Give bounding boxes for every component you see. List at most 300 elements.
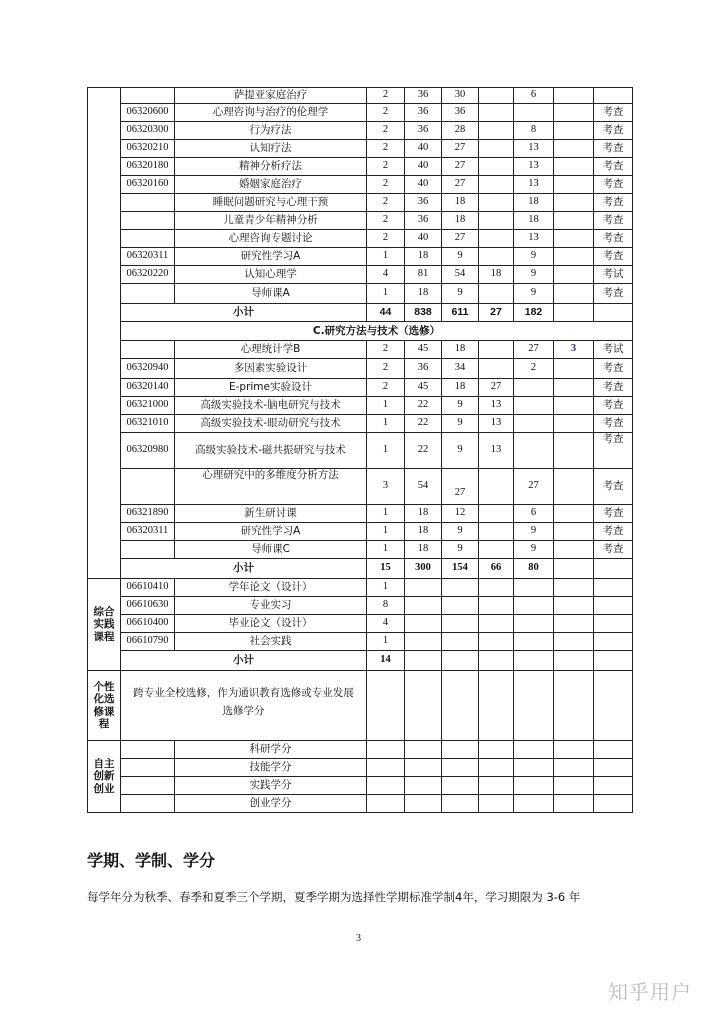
course-code [121,194,175,212]
course-assessment: 考查 [594,158,633,176]
course-hours: 36 [405,359,442,379]
course-lab [479,523,514,541]
subtotal-row [88,651,633,671]
course-practice [514,379,554,397]
empty-cell [594,579,633,597]
table-row [88,212,633,230]
course-name: 睡眠问题研究与心理干预 [175,194,367,212]
innovation-category: 自主创新创业 [88,741,121,813]
subtotal-hours: 300 [405,559,442,579]
course-code [121,230,175,248]
table-row [88,505,633,523]
subtotal-row [88,304,633,322]
course-practice: 9 [514,541,554,559]
course-code: 06320220 [121,266,175,284]
empty-cell [514,777,554,795]
course-name: 研究性学习A [175,523,367,541]
table-row [88,579,633,597]
course-lecture: 9 [442,397,479,415]
course-credit: 1 [367,433,405,469]
course-assessment: 考查 [594,469,633,505]
course-hours: 36 [405,104,442,122]
empty-cell [405,795,442,813]
course-assessment: 考查 [594,284,633,304]
course-assessment: 考查 [594,359,633,379]
empty-cell [514,671,554,741]
credit-type-name: 实践学分 [175,777,367,795]
course-credit: 4 [367,266,405,284]
empty-cell [367,795,405,813]
empty-cell [594,597,633,615]
course-code: 06320180 [121,158,175,176]
empty-cell [479,777,514,795]
course-code: 06320600 [121,104,175,122]
course-hours: 54 [405,469,442,505]
elective-category: 个性化选修课程 [88,671,121,741]
course-lecture: 9 [442,284,479,304]
empty-cell [405,777,442,795]
empty-cell [121,795,175,813]
course-code: 06610630 [121,597,175,615]
course-code [121,284,175,304]
subtotal-row [88,559,633,579]
course-code: 06610400 [121,615,175,633]
course-extra [554,176,594,194]
table-row [88,759,633,777]
course-practice: 27 [514,341,554,359]
empty-cell [479,633,514,651]
empty-cell [121,741,175,759]
empty-cell [554,651,594,671]
course-extra [554,469,594,505]
table-row [88,523,633,541]
course-lecture: 12 [442,505,479,523]
empty-cell [554,671,594,741]
empty-cell [405,579,442,597]
empty-cell [442,759,479,777]
empty-cell [479,741,514,759]
empty-cell [405,741,442,759]
empty-cell [405,651,442,671]
course-practice: 6 [514,505,554,523]
elective-description: 跨专业全校选修，作为通识教育选修或专业发展选修学分 [121,671,367,741]
course-practice: 8 [514,122,554,140]
course-lecture: 54 [442,266,479,284]
empty-cell [514,633,554,651]
credit-type-name: 技能学分 [175,759,367,777]
course-name: 毕业论文（设计） [175,615,367,633]
section-title: 学期、学制、学分 [87,851,216,870]
practice-category: 综合实践课程 [88,579,121,671]
credit-type-name: 科研学分 [175,741,367,759]
empty-cell [594,304,633,322]
course-lab [479,104,514,122]
course-code: 06320160 [121,176,175,194]
course-lecture: 36 [442,104,479,122]
course-lecture: 9 [442,415,479,433]
course-extra [554,379,594,397]
course-code [121,88,175,104]
course-credit: 1 [367,397,405,415]
empty-cell [442,795,479,813]
course-extra [554,140,594,158]
course-practice: 13 [514,140,554,158]
empty-cell [554,741,594,759]
course-credit: 2 [367,212,405,230]
section-paragraph: 每学年分为秋季、春季和夏季三个学期，夏季学期为选择性学期标准学制4年，学习期限为 3-6 年 [87,890,581,904]
course-extra [554,266,594,284]
course-lecture: 28 [442,122,479,140]
table-row [88,284,633,304]
empty-cell [554,759,594,777]
course-assessment: 考试 [594,341,633,359]
empty-cell [594,741,633,759]
course-assessment: 考查 [594,194,633,212]
course-lab: 18 [479,266,514,284]
course-assessment: 考查 [594,212,633,230]
course-code: 06610410 [121,579,175,597]
course-extra [554,284,594,304]
subtotal-hours: 838 [405,304,442,322]
empty-cell [554,579,594,597]
empty-cell [442,777,479,795]
empty-cell [479,671,514,741]
course-lecture: 18 [442,379,479,397]
course-lab [479,212,514,230]
table-row [88,122,633,140]
table-row [88,615,633,633]
empty-cell [554,633,594,651]
empty-cell [479,795,514,813]
course-hours: 81 [405,266,442,284]
course-name: 社会实践 [175,633,367,651]
course-extra [554,88,594,104]
empty-cell [367,759,405,777]
empty-cell [514,579,554,597]
course-extra: 3 [554,341,594,359]
course-assessment: 考查 [594,505,633,523]
course-lab: 13 [479,397,514,415]
empty-cell [594,671,633,741]
course-practice: 27 [514,469,554,505]
empty-cell [514,759,554,777]
course-practice: 18 [514,212,554,230]
course-extra [554,248,594,266]
course-lecture: 9 [442,523,479,541]
course-name: 高级实验技术-眼动研究与技术 [175,415,367,433]
course-name: 新生研讨课 [175,505,367,523]
empty-cell [367,671,405,741]
course-code: 06321010 [121,415,175,433]
course-extra [554,505,594,523]
table-row [88,795,633,813]
course-lab: 13 [479,433,514,469]
curriculum-table [87,87,633,813]
course-code: 06321890 [121,505,175,523]
course-code: 06610790 [121,633,175,651]
course-extra [554,415,594,433]
empty-cell [479,597,514,615]
table-row [88,469,633,505]
table-row [88,777,633,795]
subtotal-credit: 14 [367,651,405,671]
course-hours: 18 [405,523,442,541]
course-hours: 22 [405,433,442,469]
table-row [88,359,633,379]
course-name: 导师课C [175,541,367,559]
table-row [88,158,633,176]
course-code [121,212,175,230]
course-practice: 13 [514,230,554,248]
course-hours: 22 [405,415,442,433]
course-lab [479,505,514,523]
course-lecture: 27 [442,469,479,505]
empty-cell [594,777,633,795]
subtotal-label: 小计 [121,651,367,671]
table-row [88,415,633,433]
course-code [121,541,175,559]
course-credit: 8 [367,597,405,615]
subtotal-label: 小计 [121,559,367,579]
subtotal-lab: 27 [479,304,514,322]
course-credit: 1 [367,248,405,266]
empty-cell [514,741,554,759]
course-code: 06320311 [121,248,175,266]
course-lab [479,176,514,194]
course-practice: 9 [514,266,554,284]
subtotal-lecture: 611 [442,304,479,322]
empty-cell [479,759,514,777]
course-credit: 1 [367,523,405,541]
empty-cell [367,741,405,759]
empty-cell [514,597,554,615]
table-row [88,433,633,469]
subtotal-practice: 182 [514,304,554,322]
empty-cell [442,597,479,615]
watermark: 知乎用户 [608,980,692,1004]
subtotal-lab: 66 [479,559,514,579]
course-lab [479,122,514,140]
empty-cell [442,651,479,671]
course-lecture: 9 [442,541,479,559]
course-practice: 6 [514,88,554,104]
course-lecture: 18 [442,341,479,359]
table-row [88,176,633,194]
course-extra [554,122,594,140]
course-assessment [594,88,633,104]
course-assessment: 考查 [594,541,633,559]
course-assessment: 考查 [594,122,633,140]
empty-cell [442,579,479,597]
table-row [88,633,633,651]
table-row [88,230,633,248]
empty-cell [479,579,514,597]
subtotal-lecture: 154 [442,559,479,579]
elective-row [88,671,633,741]
course-assessment: 考查 [594,140,633,158]
course-practice [514,415,554,433]
course-hours: 40 [405,140,442,158]
course-hours: 36 [405,88,442,104]
course-practice: 9 [514,248,554,266]
course-lab [479,194,514,212]
course-name: 行为疗法 [175,122,367,140]
course-credit: 2 [367,122,405,140]
course-practice: 9 [514,523,554,541]
subtotal-label: 小计 [121,304,367,322]
course-name: 心理统计学B [175,341,367,359]
course-extra [554,158,594,176]
course-credit: 2 [367,140,405,158]
course-hours: 36 [405,194,442,212]
page-number: 3 [356,933,361,944]
empty-cell [514,615,554,633]
course-credit: 2 [367,194,405,212]
course-lab [479,158,514,176]
course-extra [554,397,594,415]
course-credit: 1 [367,541,405,559]
course-practice: 2 [514,359,554,379]
course-practice: 18 [514,194,554,212]
table-row [88,140,633,158]
course-credit: 2 [367,88,405,104]
course-extra [554,523,594,541]
section-c-title: C.研究方法与技术（选修） [121,322,633,341]
empty-cell [554,559,594,579]
course-hours: 18 [405,248,442,266]
course-credit: 2 [367,341,405,359]
table-row [88,379,633,397]
empty-cell [442,741,479,759]
course-credit: 2 [367,379,405,397]
course-lab [479,341,514,359]
course-assessment: 考查 [594,433,633,469]
table-row [88,88,633,104]
course-assessment: 考查 [594,523,633,541]
subtotal-credit: 44 [367,304,405,322]
course-assessment: 考查 [594,248,633,266]
table-row [88,104,633,122]
course-credit: 2 [367,104,405,122]
course-extra [554,359,594,379]
course-name: 认知疗法 [175,140,367,158]
course-credit: 2 [367,176,405,194]
table-row [88,597,633,615]
course-code: 06320300 [121,122,175,140]
course-lecture: 18 [442,194,479,212]
course-lecture: 34 [442,359,479,379]
empty-cell [121,777,175,795]
course-name: 研究性学习A [175,248,367,266]
course-code: 06321000 [121,397,175,415]
course-hours: 40 [405,176,442,194]
course-name: 认知心理学 [175,266,367,284]
empty-cell [442,671,479,741]
course-name: 心理咨询与治疗的伦理学 [175,104,367,122]
course-name: 儿童青少年精神分析 [175,212,367,230]
course-assessment: 考试 [594,266,633,284]
empty-cell [479,651,514,671]
empty-cell [405,615,442,633]
course-code: 06320940 [121,359,175,379]
empty-cell [367,777,405,795]
course-lab [479,541,514,559]
course-credit: 1 [367,284,405,304]
empty-cell [405,597,442,615]
course-lab [479,88,514,104]
course-name: 学年论文（设计） [175,579,367,597]
empty-cell [594,795,633,813]
course-name: 萨提亚家庭治疗 [175,88,367,104]
course-lab [479,248,514,266]
course-lab [479,284,514,304]
empty-cell [405,633,442,651]
table-row [88,341,633,359]
course-lab: 27 [479,379,514,397]
course-practice: 13 [514,158,554,176]
course-name: 高级实验技术-磁共振研究与技术 [175,433,367,469]
course-name: 高级实验技术-脑电研究与技术 [175,397,367,415]
empty-cell [514,795,554,813]
table-row [88,741,633,759]
course-code: 06320311 [121,523,175,541]
course-hours: 40 [405,230,442,248]
course-lecture: 9 [442,248,479,266]
course-practice: 9 [514,284,554,304]
empty-cell [594,633,633,651]
course-name: 精神分析疗法 [175,158,367,176]
course-credit: 3 [367,469,405,505]
course-code [121,341,175,359]
course-assessment: 考查 [594,176,633,194]
course-hours: 36 [405,122,442,140]
course-hours: 40 [405,158,442,176]
course-extra [554,433,594,469]
empty-cell [554,777,594,795]
course-practice [514,104,554,122]
course-hours: 45 [405,341,442,359]
course-lab [479,469,514,505]
course-assessment: 考查 [594,415,633,433]
course-credit: 2 [367,230,405,248]
course-assessment: 考查 [594,104,633,122]
empty-cell [442,615,479,633]
course-extra [554,104,594,122]
empty-cell [405,671,442,741]
empty-cell [514,651,554,671]
course-hours: 18 [405,541,442,559]
course-lab [479,140,514,158]
course-lab [479,230,514,248]
subtotal-credit: 15 [367,559,405,579]
course-name: 心理研究中的多维度分析方法 [175,469,367,505]
credit-type-name: 创业学分 [175,795,367,813]
section-header-row [88,322,633,341]
course-credit: 2 [367,359,405,379]
course-hours: 18 [405,284,442,304]
course-credit: 2 [367,158,405,176]
course-name: 专业实习 [175,597,367,615]
empty-cell [594,615,633,633]
course-practice [514,433,554,469]
course-code: 06320140 [121,379,175,397]
course-lab: 13 [479,415,514,433]
course-lab [479,359,514,379]
empty-cell [442,633,479,651]
course-credit: 1 [367,633,405,651]
course-name: 多因素实验设计 [175,359,367,379]
course-code: 06320210 [121,140,175,158]
